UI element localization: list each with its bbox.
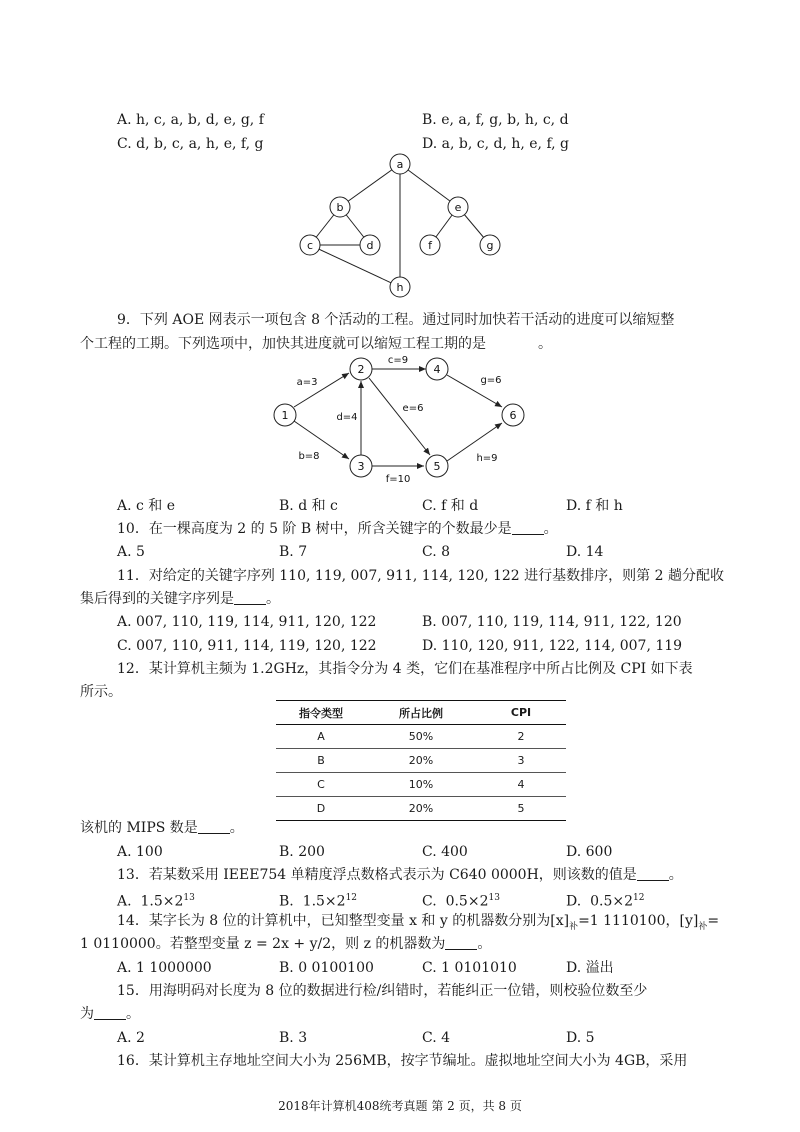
- cell-ratio: 50%: [366, 725, 476, 749]
- aoe-label-4: 4: [433, 363, 441, 376]
- q16-line1: 16．某计算机主存地址空间大小为 256MB，按字节编址。虚拟地址空间大小为 4GB，采用: [117, 1053, 688, 1069]
- q14-option-a: A. 1 1000000: [117, 960, 212, 976]
- q15-line1: 15．用海明码对长度为 8 位的数据进行检/纠错时，若能纠正一位错，则校验位数至少: [117, 983, 648, 999]
- tree-label-d: d: [366, 239, 374, 252]
- aoe-label-1: 1: [281, 409, 289, 422]
- q11-line1: 11．对给定的关键字序列 110, 119, 007, 911, 114, 120, 122 进行基数排序，则第 2 趟分配收: [117, 568, 724, 584]
- header-ratio: 所占比例: [366, 701, 476, 725]
- cpi-table: [276, 700, 566, 821]
- q13-option-d: D. $0.5\times 2^{12}$: [566, 893, 645, 910]
- q9-line2: 个工程的工期。下列选项中，加快其进度就可以缩短工程工期的是 。: [80, 336, 552, 352]
- tree-label-h: h: [396, 281, 404, 294]
- aoe-edge-d: d=4: [336, 412, 358, 423]
- q10-option-b: B. 7: [279, 544, 308, 560]
- header-cpi: CPI: [476, 701, 566, 725]
- q12-option-a: A. 100: [117, 844, 163, 860]
- q11-option-a: A. 007, 110, 119, 114, 911, 120, 122: [117, 614, 377, 630]
- tree-label-c: c: [306, 239, 314, 252]
- q12-stem: 该机的 MIPS 数是 。: [80, 820, 244, 836]
- aoe-edge-c: c=9: [387, 355, 409, 366]
- aoe-edge-h: h=9: [476, 453, 498, 464]
- q8-option-c: C. d, b, c, a, h, e, f, g: [117, 136, 264, 152]
- tree-figure: [280, 150, 520, 302]
- q11-line2: 集后得到的关键字序列是 。: [80, 591, 280, 607]
- q13-stem: 13．若某数采用 IEEE754 单精度浮点数格式表示为 C640 0000H，则该数的值是 。: [117, 867, 683, 883]
- q14-line1: 14．某字长为 8 位的计算机中，已知整型变量 x 和 y 的机器数分别为$[x]_补=1$ 1110100，$[y]_补=$: [117, 913, 720, 932]
- aoe-label-6: 6: [509, 409, 517, 422]
- cell-cpi: 4: [476, 773, 566, 797]
- cell-cpi: 5: [476, 797, 566, 821]
- q10-stem: 10．在一棵高度为 2 的 5 阶 B 树中，所含关键字的个数最少是 。: [117, 521, 558, 537]
- cell-ratio: 20%: [366, 797, 476, 821]
- aoe-label-5: 5: [433, 460, 441, 473]
- q12-option-c: C. 400: [422, 844, 468, 860]
- q11-option-c: C. 007, 110, 911, 114, 119, 120, 122: [117, 638, 377, 654]
- q15-option-d: D. 5: [566, 1030, 595, 1046]
- table-row: [276, 773, 566, 797]
- q13-option-a: A. $1.5\times 2^{13}$: [117, 893, 195, 910]
- cell-cpi: 2: [476, 725, 566, 749]
- cell-type: D: [276, 797, 366, 821]
- q14-option-c: C. 1 0101010: [422, 960, 517, 976]
- q9-option-c: C. f 和 d: [422, 498, 479, 514]
- cell-type: C: [276, 773, 366, 797]
- aoe-label-3: 3: [357, 460, 365, 473]
- q10-option-a: A. 5: [117, 544, 145, 560]
- tree-label-a: a: [396, 158, 404, 171]
- q13-option-c: C. $0.5\times 2^{13}$: [422, 893, 500, 910]
- q12-line2: 所示。: [80, 684, 122, 700]
- tree-label-e: e: [454, 201, 462, 214]
- q9-option-d: D. f 和 h: [566, 498, 623, 514]
- cell-cpi: 3: [476, 749, 566, 773]
- q14-option-d: D. 溢出: [566, 960, 614, 976]
- cell-type: B: [276, 749, 366, 773]
- tree-label-g: g: [486, 239, 494, 252]
- q8-option-a: A. h, c, a, b, d, e, g, f: [117, 112, 264, 128]
- aoe-edge-g: g=6: [480, 375, 502, 386]
- q11-option-d: D. 110, 120, 911, 122, 114, 007, 119: [422, 638, 683, 654]
- aoe-edge-e: e=6: [402, 403, 424, 414]
- q11-option-b: B. 007, 110, 119, 114, 911, 122, 120: [422, 614, 682, 630]
- q15-option-c: C. 4: [422, 1030, 451, 1046]
- q15-line2: 为 。: [80, 1006, 140, 1022]
- q15-option-a: A. 2: [117, 1030, 145, 1046]
- q12-option-d: D. 600: [566, 844, 613, 860]
- aoe-label-2: 2: [357, 363, 365, 376]
- q9-option-a: A. c 和 e: [117, 498, 176, 514]
- cell-ratio: 20%: [366, 749, 476, 773]
- cell-ratio: 10%: [366, 773, 476, 797]
- q10-option-c: C. 8: [422, 544, 451, 560]
- table-row: [276, 725, 566, 749]
- aoe-edge-a: a=3: [296, 377, 318, 388]
- q10-option-d: D. 14: [566, 544, 604, 560]
- q8-option-b: B. e, a, f, g, b, h, c, d: [422, 112, 569, 128]
- tree-label-f: f: [428, 239, 432, 252]
- q15-option-b: B. 3: [279, 1030, 308, 1046]
- q8-option-d: D. a, b, c, d, h, e, f, g: [422, 136, 569, 152]
- page-footer: 2018年计算机408统考真题 第 2 页，共 8 页: [278, 1099, 522, 1113]
- q12-line1: 12．某计算机主频为 1.2GHz，其指令分为 4 类，它们在基准程序中所占比例及 CPI 如下表: [117, 661, 693, 677]
- aoe-edge-b: b=8: [298, 451, 320, 462]
- q13-option-b: B. $1.5\times 2^{12}$: [279, 893, 358, 910]
- cpi-table-header: [276, 701, 566, 725]
- table-row: [276, 797, 566, 821]
- q9-line1: 9．下列 AOE 网表示一项包含 8 个活动的工程。通过同时加快若干活动的进度可以缩短整: [117, 312, 675, 328]
- aoe-edge-f: f=10: [385, 474, 411, 485]
- q14-line2: 1 0110000。若整型变量 z = 2x + y/2，则 z 的机器数为 。: [80, 936, 492, 952]
- table-row: [276, 749, 566, 773]
- q14-option-b: B. 0 0100100: [279, 960, 374, 976]
- q9-option-b: B. d 和 c: [279, 498, 338, 514]
- header-type: 指令类型: [276, 701, 366, 725]
- tree-label-b: b: [336, 201, 344, 214]
- q12-option-b: B. 200: [279, 844, 325, 860]
- cell-type: A: [276, 725, 366, 749]
- aoe-network: [265, 355, 540, 490]
